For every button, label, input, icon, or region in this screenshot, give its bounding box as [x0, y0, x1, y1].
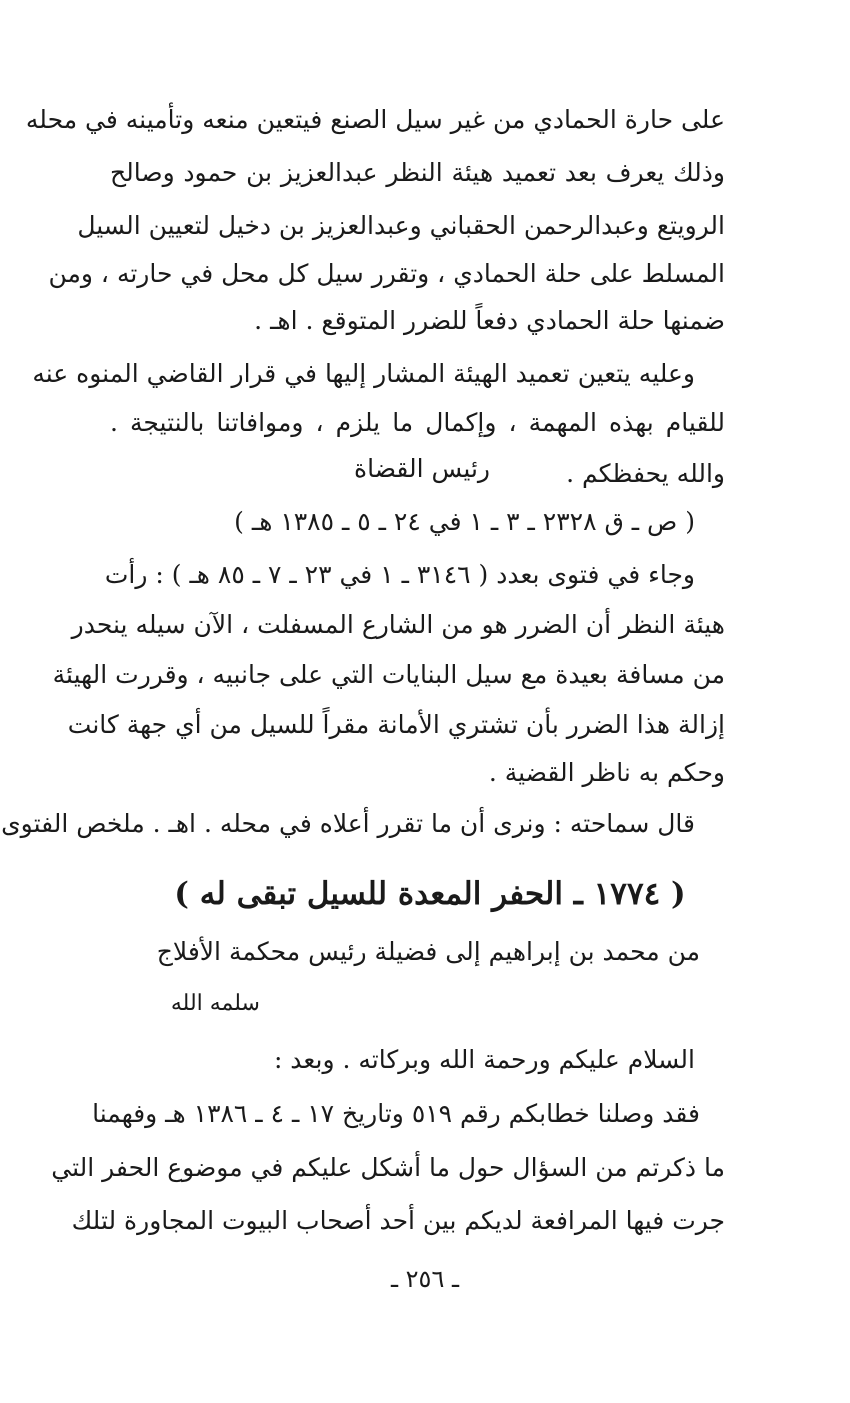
text-line: فقد وصلنا خطابكم رقم ٥١٩ وتاريخ ١٧ ـ ٤ ـ ١٣٨٦ هـ وفهمنا	[92, 1099, 700, 1128]
text-line: إزالة هذا الضرر بأن تشتري الأمانة مقراً للسيل من أي جهة كانت	[67, 710, 725, 739]
text-line: جرت فيها المرافعة لديكم بين أحد أصحاب البيوت المجاورة لتلك	[71, 1206, 725, 1235]
page-number: ـ ٢٥٦ ـ	[390, 1265, 459, 1293]
letter-greeting: السلام عليكم ورحمة الله وبركاته . وبعد :	[273, 1045, 695, 1074]
text-line: وذلك يعرف بعد تعميد هيئة النظر عبدالعزيز بن حمود وصالح	[110, 158, 725, 187]
text-line: ما ذكرتم من السؤال حول ما أشكل عليكم في موضوع الحفر التي	[51, 1153, 725, 1182]
text-line: على حارة الحمادي من غير سيل الصنع فيتعين منعه وتأمينه في محله	[25, 105, 725, 134]
text-line: قال سماحته : ونرى أن ما تقرر أعلاه في محله . اهـ . ملخص الفتوى	[1, 809, 695, 838]
text-line: وحكم به ناظر القضية .	[488, 758, 725, 787]
letter-blessing: سلمه الله	[170, 991, 260, 1016]
text-line: المسلط على حلة الحمادي ، وتقرر سيل كل محل في حارته ، ومن	[48, 259, 725, 288]
text-line: الرويتع وعبدالرحمن الحقباني وعبدالعزيز بن دخيل لتعيين السيل	[77, 211, 725, 240]
text-line: ضمنها حلة الحمادي دفعاً للضرر المتوقع . اهـ .	[254, 306, 725, 335]
section-heading: ( ١٧٧٤ ـ الحفر المعدة للسيل تبقى له )	[174, 876, 686, 912]
text-line: والله يحفظكم .	[566, 459, 725, 488]
signature-title: رئيس القضاة	[354, 454, 490, 483]
text-line: من مسافة بعيدة مع سيل البنايات التي على جانبيه ، وقررت الهيئة	[52, 660, 725, 689]
text-line: وعليه يتعين تعميد الهيئة المشار إليها في قرار القاضي المنوه عنه	[32, 359, 695, 388]
reference-citation: ( ص ـ ق ٢٣٢٨ ـ ٣ ـ ١ في ٢٤ ـ ٥ ـ ١٣٨٥ هـ )	[234, 507, 695, 536]
letter-from: من محمد بن إبراهيم إلى فضيلة رئيس محكمة الأفلاج	[156, 937, 700, 966]
text-line: للقيام بهذه المهمة ، وإكمال ما يلزم ، وموافاتنا بالنتيجة .	[110, 408, 725, 437]
text-line: وجاء في فتوى بعدد ( ٣١٤٦ ـ ١ في ٢٣ ـ ٧ ـ ٨٥ هـ ) : رأت	[104, 560, 695, 589]
text-line: هيئة النظر أن الضرر هو من الشارع المسفلت ، الآن سيله ينحدر	[71, 610, 725, 639]
